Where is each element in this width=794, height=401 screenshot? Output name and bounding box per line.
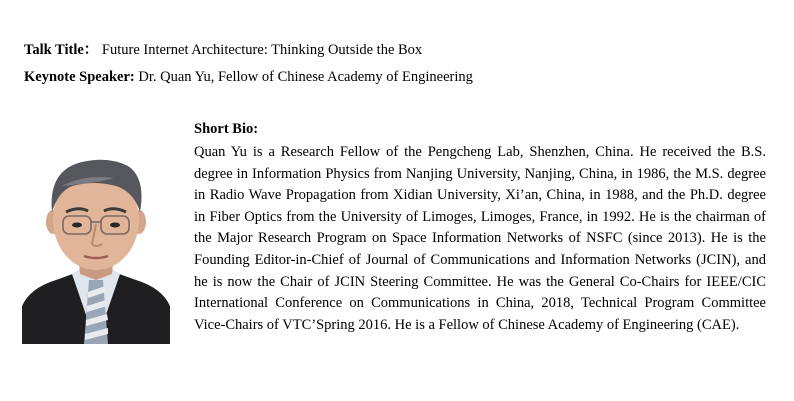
talk-title-label: Talk Title bbox=[24, 42, 84, 58]
short-bio-text: Quan Yu is a Research Fellow of the Pengcheng Lab, Shenzhen, China. He received the B.S. degree in Information Physics from Nanjing University, Nanjing, China, in 1986, the M.S. degree in Radio Wave Propagation from Xidian University, Xi’an, China, in 1988, and the Ph.D. degree in Fiber Optics from the University of Limoges, Limoges, France, in 1992. He is the chairman of the Major Research Program on Space Information Networks of NSFC (since 2013). He is the Founding Editor-in-Chief of Journal of Communications and Information Networks (JCIN), and he is now the Chair of JCIN Steering Committee. He was the General Co-Chairs for IEEE/CIC International Conference on Communications in China, 2018, Technical Program Committee Vice-Chairs of VTC’Spring 2016. He is a Fellow of Chinese Academy of Engineering (CAE). bbox=[194, 144, 766, 333]
short-bio-heading: Short Bio: bbox=[194, 121, 259, 137]
keynote-speaker-name: Dr. Quan Yu, Fellow of Chinese Academy of Engineering bbox=[134, 69, 473, 85]
keynote-speaker-label: Keynote Speaker: bbox=[24, 69, 135, 85]
speaker-photo bbox=[22, 156, 170, 344]
talk-title-separator: ： bbox=[83, 42, 99, 58]
talk-title: Future Internet Architecture: Thinking Outside the Box bbox=[98, 42, 423, 58]
speaker-portrait-image bbox=[22, 156, 170, 344]
talk-title-line bbox=[24, 38, 422, 59]
keynote-speaker-line bbox=[24, 69, 473, 86]
